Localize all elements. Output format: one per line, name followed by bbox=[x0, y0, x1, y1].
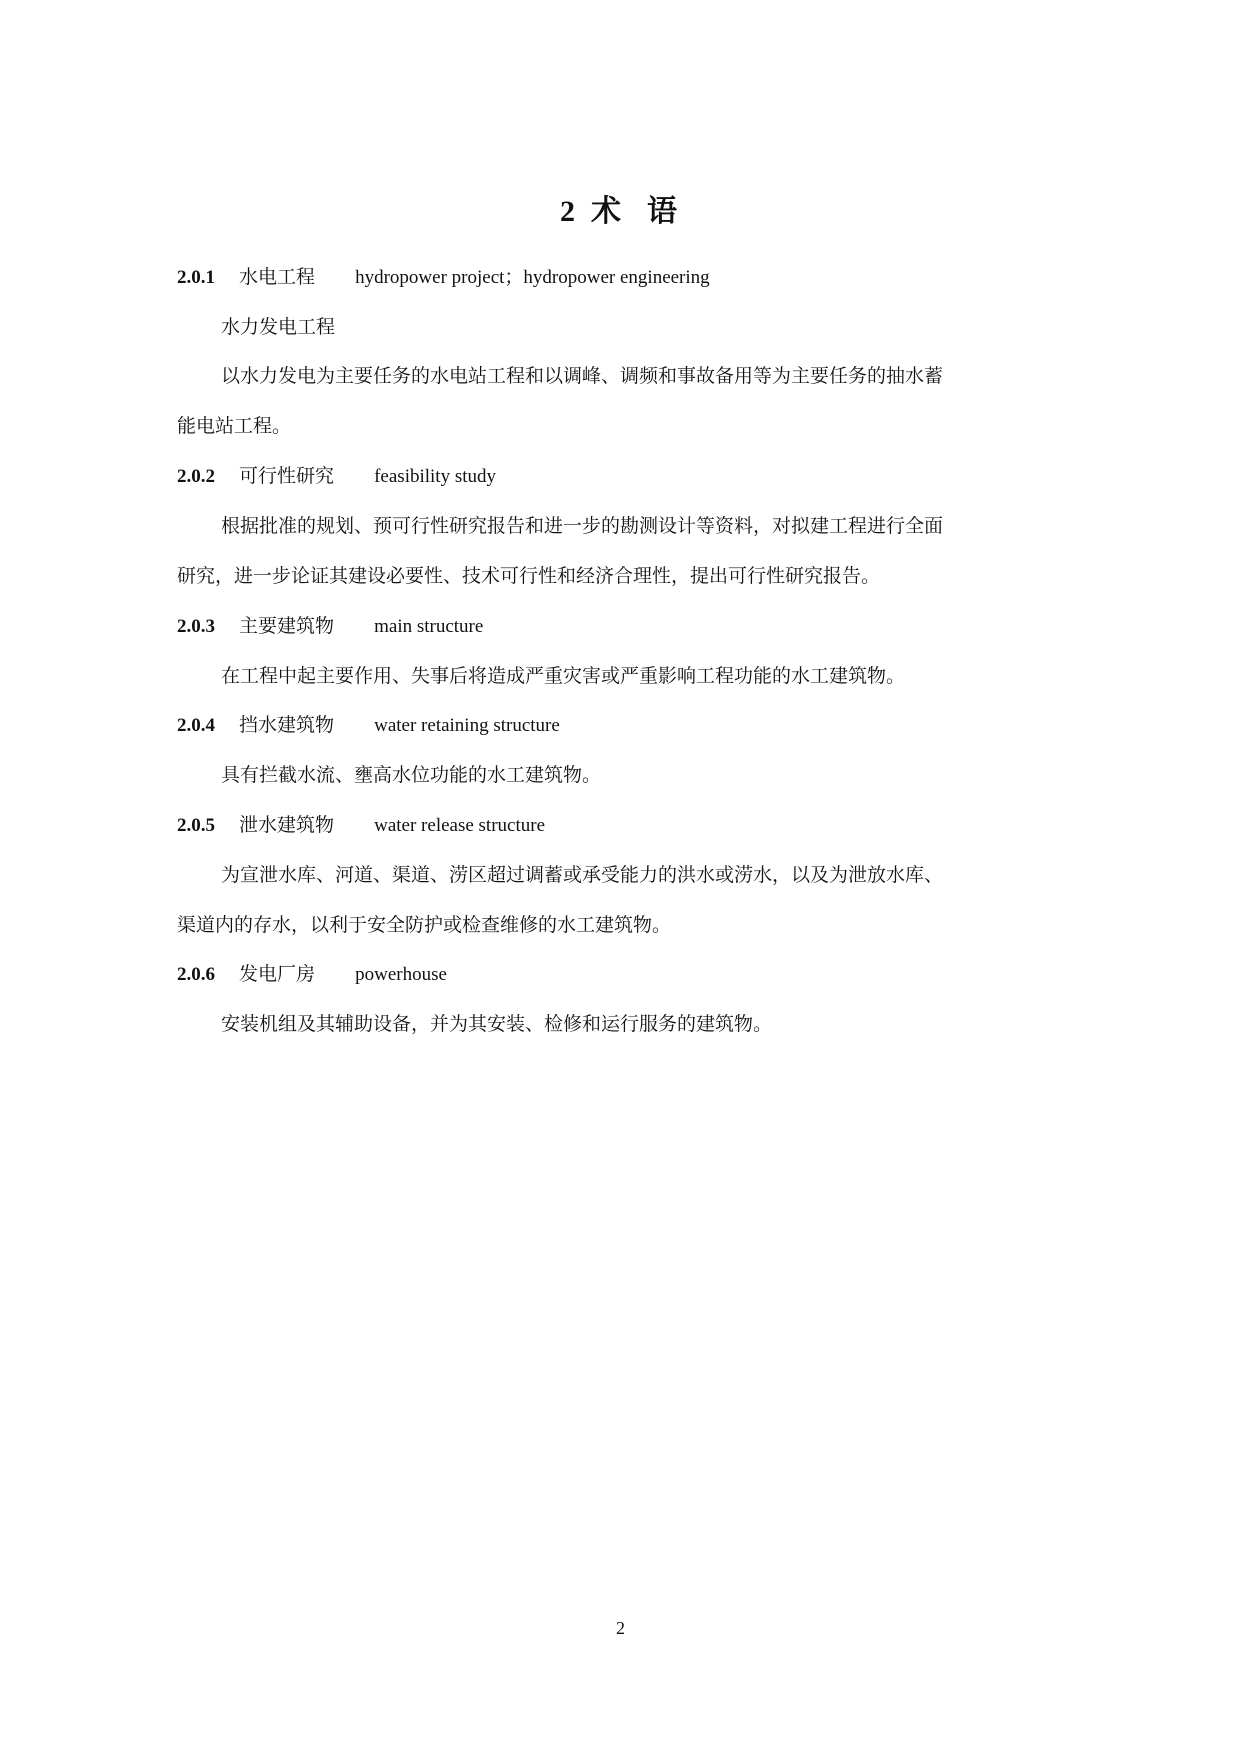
term-number: 2.0.5 bbox=[177, 815, 215, 836]
term-heading bbox=[177, 811, 1241, 840]
term-number: 2.0.3 bbox=[177, 616, 215, 637]
term-heading bbox=[177, 612, 1241, 641]
term-number: 2.0.4 bbox=[177, 715, 215, 736]
term-text-line: 以水力发电为主要任务的水电站工程和以调峰、调频和事故备用等为主要任务的抽水蓄 bbox=[221, 365, 944, 387]
term-heading bbox=[177, 263, 1241, 292]
term-text-line: 安装机组及其辅助设备，并为其安装、检修和运行服务的建筑物。 bbox=[221, 1013, 773, 1035]
term-chinese: 水电工程 bbox=[239, 266, 316, 288]
term-heading bbox=[177, 711, 1241, 740]
term-text-line: 研究，进一步论证其建设必要性、技术可行性和经济合理性，提出可行性研究报告。 bbox=[177, 565, 881, 587]
term-english: main structure bbox=[374, 616, 484, 637]
term-english: water release structure bbox=[374, 815, 546, 836]
term-text-line: 具有拦截水流、壅高水位功能的水工建筑物。 bbox=[221, 764, 602, 786]
chapter-title-part2: 语 bbox=[647, 194, 681, 229]
term-text-line: 能电站工程。 bbox=[177, 415, 292, 437]
term-heading bbox=[177, 960, 1241, 989]
term-text-line: 为宣泄水库、河道、渠道、涝区超过调蓄或承受能力的洪水或涝水，以及为泄放水库、 bbox=[221, 864, 944, 886]
term-text-line: 水力发电工程 bbox=[221, 316, 336, 338]
chapter-title bbox=[0, 192, 1241, 232]
term-english: feasibility study bbox=[374, 466, 497, 487]
term-chinese: 挡水建筑物 bbox=[239, 714, 335, 736]
term-text-line: 根据批准的规划、预可行性研究报告和进一步的勘测设计等资料，对拟建工程进行全面 bbox=[221, 515, 944, 537]
term-chinese: 泄水建筑物 bbox=[239, 814, 335, 836]
term-heading bbox=[177, 462, 1241, 491]
term-english: powerhouse bbox=[355, 964, 447, 985]
term-chinese: 可行性研究 bbox=[239, 465, 335, 487]
chapter-number: 2 bbox=[560, 195, 579, 228]
term-number: 2.0.6 bbox=[177, 964, 215, 985]
chapter-title-part1: 术 bbox=[591, 194, 625, 229]
term-text-line: 在工程中起主要作用、失事后将造成严重灾害或严重影响工程功能的水工建筑物。 bbox=[221, 665, 906, 687]
term-chinese: 发电厂房 bbox=[239, 963, 316, 985]
page-number: 2 bbox=[616, 1618, 625, 1638]
term-text-line: 渠道内的存水，以利于安全防护或检查维修的水工建筑物。 bbox=[177, 914, 672, 936]
term-chinese: 主要建筑物 bbox=[239, 615, 335, 637]
term-number: 2.0.2 bbox=[177, 466, 215, 487]
term-english: hydropower project；hydropower engineering bbox=[355, 267, 710, 288]
term-number: 2.0.1 bbox=[177, 267, 215, 288]
term-english: water retaining structure bbox=[374, 715, 560, 736]
